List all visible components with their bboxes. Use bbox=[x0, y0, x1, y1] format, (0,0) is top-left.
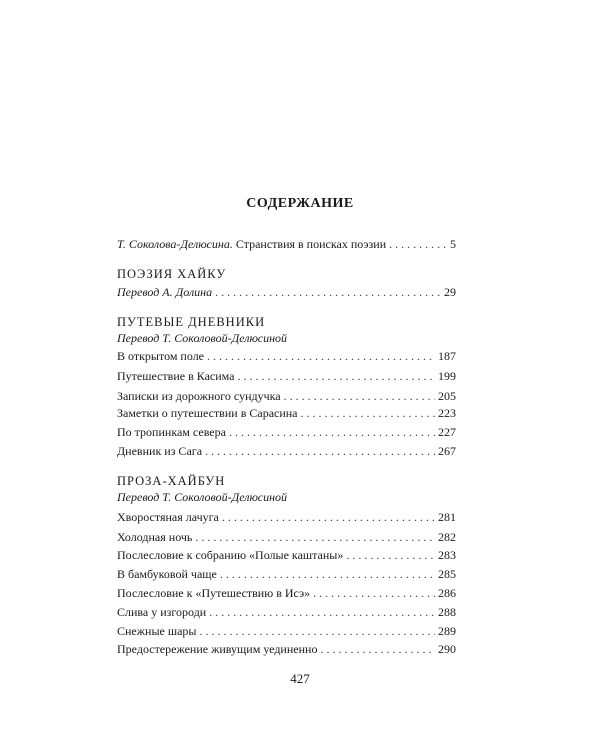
dot-leader bbox=[229, 424, 435, 440]
entry-label: По тропинкам севера bbox=[117, 425, 226, 439]
entry-page: 283 bbox=[438, 548, 456, 562]
translator-label: Перевод А. Долина bbox=[117, 285, 213, 299]
entry-page: 290 bbox=[438, 642, 456, 656]
toc-entry-intro bbox=[117, 236, 456, 252]
intro-title: Странствия в поисках поэзии bbox=[235, 237, 387, 251]
entry-page: 187 bbox=[438, 349, 456, 363]
dot-leader bbox=[301, 405, 435, 421]
dot-leader bbox=[222, 509, 435, 525]
dot-leader bbox=[313, 585, 435, 601]
entry-label: Заметки о путешествии в Сарасина bbox=[117, 406, 298, 420]
toc-entry bbox=[117, 623, 456, 639]
entry-page: 286 bbox=[438, 586, 456, 600]
entry-page: 288 bbox=[438, 605, 456, 619]
toc-entry bbox=[117, 509, 456, 525]
dot-leader bbox=[195, 529, 435, 545]
entry-label: Холодная ночь bbox=[117, 530, 193, 544]
toc-entry bbox=[117, 388, 456, 404]
entry-page: 199 bbox=[438, 369, 456, 383]
dot-leader bbox=[220, 566, 435, 582]
toc-entry bbox=[117, 566, 456, 582]
section-heading-haiku: ПОЭЗИЯ ХАЙКУ bbox=[117, 267, 227, 281]
translator-label: Перевод Т. Соколовой-Делюсиной bbox=[117, 490, 288, 504]
dot-leader bbox=[346, 547, 435, 563]
dot-leader bbox=[389, 236, 447, 252]
entry-label: Путешествие в Касима bbox=[117, 369, 235, 383]
entry-page: 223 bbox=[438, 406, 456, 420]
entry-page: 205 bbox=[438, 389, 456, 403]
entry-page: 227 bbox=[438, 425, 456, 439]
entry-label: Записки из дорожного сундучка bbox=[117, 389, 281, 403]
entry-label: Снежные шары bbox=[117, 624, 197, 638]
intro-author: Т. Соколова-Делюсина. bbox=[117, 237, 233, 251]
entry-page: 267 bbox=[438, 444, 456, 458]
toc-entry bbox=[117, 604, 456, 620]
section-heading-travel-diaries: ПУТЕВЫЕ ДНЕВНИКИ bbox=[117, 315, 266, 329]
toc-entry bbox=[117, 585, 456, 601]
dot-leader bbox=[320, 641, 435, 657]
dot-leader bbox=[199, 623, 435, 639]
dot-leader bbox=[284, 388, 435, 404]
entry-page: 285 bbox=[438, 567, 456, 581]
entry-label: Предостережение живущим уединенно bbox=[117, 642, 318, 656]
translator-label: Перевод Т. Соколовой-Делюсиной bbox=[117, 331, 288, 345]
entry-label: В открытом поле bbox=[117, 349, 205, 363]
toc-entry bbox=[117, 348, 456, 364]
entry-page: 289 bbox=[438, 624, 456, 638]
toc-entry bbox=[117, 368, 456, 384]
toc-entry bbox=[117, 424, 456, 440]
toc-entry-haiku-translator bbox=[117, 284, 456, 300]
toc-entry bbox=[117, 547, 456, 563]
dot-leader bbox=[215, 284, 441, 300]
dot-leader bbox=[209, 604, 435, 620]
entry-label: Слива у изгороди bbox=[117, 605, 207, 619]
entry-label: Хворостяная лачуга bbox=[117, 510, 219, 524]
entry-page: 281 bbox=[438, 510, 456, 524]
entry-label: Послесловие к «Путешествию в Исэ» bbox=[117, 586, 311, 600]
entry-label: В бамбуковой чаще bbox=[117, 567, 217, 581]
entry-page: 29 bbox=[444, 285, 456, 299]
dot-leader bbox=[207, 348, 435, 364]
toc-entry bbox=[117, 529, 456, 545]
toc-entry bbox=[117, 405, 456, 421]
dot-leader bbox=[205, 443, 435, 459]
page-title: СОДЕРЖАНИЕ bbox=[246, 196, 354, 211]
entry-label: Дневник из Сага bbox=[117, 444, 203, 458]
entry-page: 282 bbox=[438, 530, 456, 544]
page-number: 427 bbox=[290, 671, 310, 686]
intro-page: 5 bbox=[450, 237, 456, 251]
section-heading-haibun: ПРОЗА-ХАЙБУН bbox=[117, 474, 226, 488]
entry-label: Послесловие к собранию «Полые каштаны» bbox=[117, 548, 344, 562]
dot-leader bbox=[238, 368, 435, 384]
toc-entry bbox=[117, 641, 456, 657]
toc-entry bbox=[117, 443, 456, 459]
